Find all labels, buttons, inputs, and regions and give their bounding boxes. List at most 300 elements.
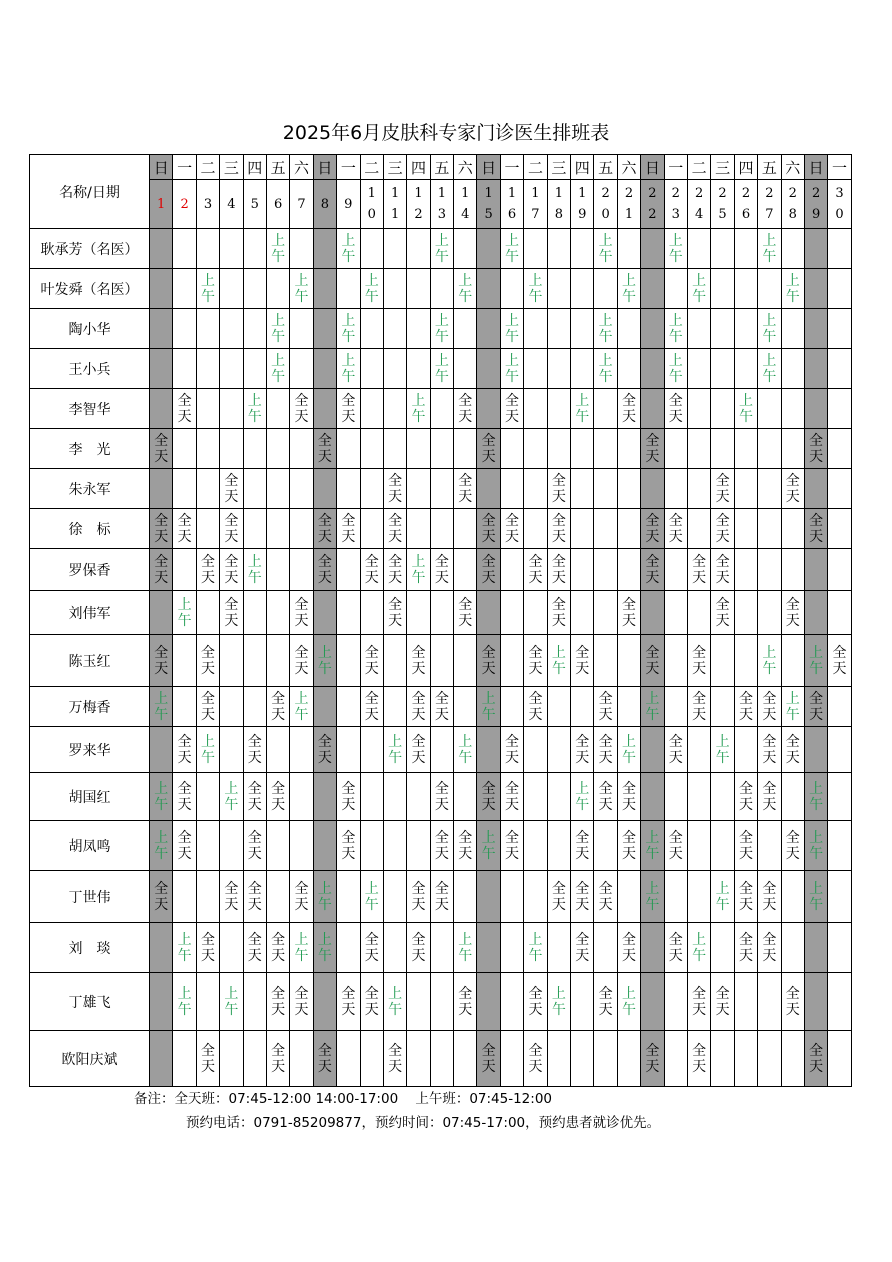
schedule-cell [430,349,453,389]
schedule-cell [173,309,196,349]
full-day-shift: 全 天 [294,644,309,677]
weekday-header: 日 [150,155,173,180]
schedule-cell [220,429,243,469]
full-day-shift: 全 天 [341,392,356,425]
doctor-name: 罗保香 [30,549,150,591]
full-day-shift: 全 天 [271,690,286,723]
schedule-cell [571,469,594,509]
full-day-shift: 全 天 [551,553,566,586]
schedule-cell [804,229,827,269]
schedule-cell [758,821,781,871]
morning-shift: 上 午 [645,829,660,862]
schedule-cell [571,727,594,773]
morning-shift: 上 午 [200,733,215,766]
schedule-cell [687,309,710,349]
full-day-shift: 全 天 [177,829,192,862]
schedule-cell [383,229,406,269]
schedule-cell [220,773,243,821]
schedule-cell [804,923,827,973]
full-day-shift: 全 天 [668,512,683,545]
schedule-cell [150,309,173,349]
schedule-cell [594,923,617,973]
schedule-cell [243,269,266,309]
schedule-cell [641,821,664,871]
full-day-shift: 全 天 [668,829,683,862]
morning-shift: 上 午 [458,272,473,305]
schedule-cell [711,349,734,389]
date-header: 8 [313,180,336,229]
schedule-cell [594,549,617,591]
schedule-cell [617,923,640,973]
schedule-cell [758,309,781,349]
full-day-shift: 全 天 [154,553,169,586]
full-day-shift: 全 天 [434,690,449,723]
full-day-shift: 全 天 [458,392,473,425]
schedule-cell [711,229,734,269]
schedule-cell [828,821,851,871]
schedule-cell [360,349,383,389]
schedule-cell [477,687,500,727]
morning-shift: 上 午 [434,352,449,385]
schedule-cell [266,269,289,309]
schedule-cell [571,389,594,429]
full-day-shift: 全 天 [785,985,800,1018]
schedule-cell [196,549,219,591]
schedule-cell [337,821,360,871]
weekday-header: 二 [524,155,547,180]
full-day-shift: 全 天 [762,690,777,723]
morning-shift: 上 午 [575,780,590,813]
schedule-cell [781,727,804,773]
morning-shift: 上 午 [294,931,309,964]
weekday-header: 五 [430,155,453,180]
schedule-cell [500,349,523,389]
schedule-cell [524,1031,547,1087]
schedule-cell [196,389,219,429]
full-day-shift: 全 天 [809,1042,824,1075]
schedule-cell [454,635,477,687]
morning-shift: 上 午 [200,272,215,305]
schedule-cell [571,269,594,309]
schedule-cell [734,549,757,591]
date-header: 23 [664,180,687,229]
morning-shift: 上 午 [762,312,777,345]
full-day-shift: 全 天 [224,553,239,586]
weekday-header: 二 [360,155,383,180]
schedule-cell [383,269,406,309]
schedule-cell [150,549,173,591]
morning-shift: 上 午 [388,985,403,1018]
schedule-cell [383,635,406,687]
schedule-cell [220,229,243,269]
schedule-cell [547,509,570,549]
schedule-cell [524,591,547,635]
full-day-shift: 全 天 [481,644,496,677]
schedule-cell [500,469,523,509]
schedule-cell [734,635,757,687]
schedule-cell [477,309,500,349]
schedule-cell [617,389,640,429]
schedule-cell [664,549,687,591]
full-day-shift: 全 天 [294,985,309,1018]
schedule-cell [477,591,500,635]
schedule-cell [617,1031,640,1087]
schedule-cell [266,1031,289,1087]
morning-shift: 上 午 [341,312,356,345]
full-day-shift: 全 天 [809,432,824,465]
schedule-cell [828,1031,851,1087]
schedule-cell [360,389,383,429]
schedule-cell [594,509,617,549]
schedule-cell [150,269,173,309]
schedule-cell [781,1031,804,1087]
schedule-cell [524,309,547,349]
schedule-cell [594,349,617,389]
schedule-cell [524,923,547,973]
schedule-cell [687,727,710,773]
schedule-cell [617,509,640,549]
schedule-cell [337,229,360,269]
schedule-cell [617,349,640,389]
full-day-shift: 全 天 [200,690,215,723]
morning-shift: 上 午 [154,690,169,723]
schedule-cell [758,727,781,773]
schedule-cell [804,727,827,773]
weekday-header: 一 [828,155,851,180]
schedule-cell [150,1031,173,1087]
full-day-shift: 全 天 [528,1042,543,1075]
schedule-cell [687,509,710,549]
schedule-cell [594,469,617,509]
schedule-cell [173,773,196,821]
schedule-cell [734,229,757,269]
schedule-cell [804,871,827,923]
schedule-cell [454,429,477,469]
schedule-cell [594,429,617,469]
weekday-header: 四 [571,155,594,180]
morning-shift: 上 午 [364,880,379,913]
schedule-cell [500,773,523,821]
full-day-shift: 全 天 [645,553,660,586]
doctor-name: 叶发舜（名医） [30,269,150,309]
schedule-cell [196,309,219,349]
morning-shift: 上 午 [692,272,707,305]
full-day-shift: 全 天 [317,1042,332,1075]
doctor-name: 欧阳庆斌 [30,1031,150,1087]
full-day-shift: 全 天 [645,1042,660,1075]
schedule-cell [524,821,547,871]
full-day-shift: 全 天 [692,644,707,677]
doctor-name: 丁雄飞 [30,973,150,1031]
schedule-cell [383,309,406,349]
weekday-header: 六 [781,155,804,180]
schedule-cell [337,509,360,549]
weekday-header: 一 [664,155,687,180]
schedule-cell [243,469,266,509]
schedule-cell [594,821,617,871]
schedule-cell [360,773,383,821]
morning-shift: 上 午 [294,272,309,305]
full-day-shift: 全 天 [434,880,449,913]
schedule-cell [524,773,547,821]
schedule-cell [781,469,804,509]
full-day-shift: 全 天 [551,512,566,545]
schedule-cell [220,635,243,687]
schedule-cell [617,821,640,871]
morning-shift: 上 午 [458,733,473,766]
full-day-shift: 全 天 [177,512,192,545]
schedule-cell [243,549,266,591]
schedule-cell [617,549,640,591]
full-day-shift: 全 天 [528,553,543,586]
schedule-cell [524,269,547,309]
schedule-cell [290,923,313,973]
schedule-cell [571,349,594,389]
weekday-header: 五 [758,155,781,180]
schedule-cell [360,429,383,469]
schedule-cell [196,973,219,1031]
full-day-shift: 全 天 [622,829,636,862]
schedule-cell [734,1031,757,1087]
full-day-shift: 全 天 [505,392,520,425]
schedule-cell [524,871,547,923]
weekday-header: 日 [313,155,336,180]
doctor-name: 徐 标 [30,509,150,549]
schedule-cell [500,727,523,773]
morning-shift: 上 午 [271,232,286,265]
schedule-cell [641,635,664,687]
morning-shift: 上 午 [481,690,496,723]
schedule-cell [594,229,617,269]
schedule-cell [547,389,570,429]
full-day-shift: 全 天 [364,553,379,586]
schedule-cell [454,973,477,1031]
schedule-cell [711,923,734,973]
schedule-cell [477,509,500,549]
schedule-cell [547,687,570,727]
schedule-cell [734,429,757,469]
schedule-cell [547,309,570,349]
schedule-cell [664,429,687,469]
morning-shift: 上 午 [317,880,332,913]
morning-shift: 上 午 [551,985,566,1018]
schedule-cell [313,635,336,687]
schedule-cell [641,229,664,269]
full-day-shift: 全 天 [809,690,824,723]
schedule-cell [664,269,687,309]
full-day-shift: 全 天 [505,512,520,545]
morning-shift: 上 午 [809,829,824,862]
schedule-cell [758,269,781,309]
full-day-shift: 全 天 [481,512,496,545]
schedule-cell [150,973,173,1031]
schedule-cell [617,973,640,1031]
date-header: 20 [594,180,617,229]
schedule-cell [407,509,430,549]
morning-shift: 上 午 [762,232,777,265]
schedule-cell [150,229,173,269]
full-day-shift: 全 天 [364,931,379,964]
schedule-cell [383,549,406,591]
schedule-cell [524,635,547,687]
morning-shift: 上 午 [528,931,543,964]
morning-shift: 上 午 [809,880,824,913]
schedule-cell [828,509,851,549]
date-header: 14 [454,180,477,229]
schedule-cell [220,821,243,871]
schedule-cell [804,389,827,429]
weekday-header: 一 [337,155,360,180]
schedule-cell [804,549,827,591]
schedule-cell [290,549,313,591]
schedule-cell [360,269,383,309]
schedule-cell [196,635,219,687]
weekday-header: 日 [804,155,827,180]
full-day-shift: 全 天 [785,829,800,862]
full-day-shift: 全 天 [481,553,496,586]
schedule-cell [454,269,477,309]
morning-shift: 上 午 [271,352,286,385]
schedule-cell [664,923,687,973]
schedule-cell [196,591,219,635]
schedule-cell [547,635,570,687]
full-day-shift: 全 天 [247,931,262,964]
schedule-cell [290,469,313,509]
schedule-cell [781,229,804,269]
morning-shift: 上 午 [622,985,636,1018]
date-header: 2 [173,180,196,229]
schedule-cell [641,389,664,429]
schedule-cell [758,509,781,549]
schedule-cell [664,509,687,549]
date-header: 19 [571,180,594,229]
schedule-cell [243,973,266,1031]
schedule-cell [758,773,781,821]
schedule-cell [617,229,640,269]
schedule-cell [337,469,360,509]
schedule-cell [196,871,219,923]
schedule-cell [173,591,196,635]
doctor-row [30,687,852,727]
date-header: 5 [243,180,266,229]
schedule-cell [150,389,173,429]
schedule-cell [477,871,500,923]
schedule-cell [266,635,289,687]
schedule-cell [711,871,734,923]
full-day-shift: 全 天 [317,432,332,465]
doctor-name: 刘伟军 [30,591,150,635]
schedule-cell [758,871,781,923]
schedule-cell [687,549,710,591]
schedule-cell [313,871,336,923]
schedule-cell [664,821,687,871]
schedule-cell [383,509,406,549]
schedule-cell [150,821,173,871]
full-day-shift: 全 天 [224,880,239,913]
schedule-cell [360,635,383,687]
schedule-cell [664,687,687,727]
schedule-cell [664,349,687,389]
weekday-header: 日 [641,155,664,180]
schedule-cell [290,973,313,1031]
schedule-cell [266,309,289,349]
schedule-cell [571,687,594,727]
schedule-cell [150,773,173,821]
schedule-cell [711,549,734,591]
full-day-shift: 全 天 [224,512,239,545]
full-day-shift: 全 天 [388,596,403,629]
doctor-row [30,469,852,509]
full-day-shift: 全 天 [528,985,543,1018]
schedule-cell [781,309,804,349]
schedule-cell [383,469,406,509]
full-day-shift: 全 天 [434,780,449,813]
schedule-cell [500,1031,523,1087]
date-header: 18 [547,180,570,229]
schedule-cell [430,635,453,687]
full-day-shift: 全 天 [388,1042,403,1075]
schedule-cell [711,429,734,469]
schedule-cell [781,269,804,309]
schedule-cell [266,773,289,821]
date-header: 10 [360,180,383,229]
full-day-shift: 全 天 [692,985,707,1018]
morning-shift: 上 午 [692,931,707,964]
full-day-shift: 全 天 [177,780,192,813]
schedule-cell [781,973,804,1031]
schedule-cell [407,309,430,349]
full-day-shift: 全 天 [154,432,169,465]
date-header: 28 [781,180,804,229]
schedule-cell [687,821,710,871]
full-day-shift: 全 天 [481,432,496,465]
schedule-table [29,154,852,1087]
schedule-cell [571,973,594,1031]
schedule-cell [383,973,406,1031]
schedule-cell [243,923,266,973]
schedule-cell [407,469,430,509]
schedule-cell [500,871,523,923]
full-day-shift: 全 天 [645,644,660,677]
morning-shift: 上 午 [364,272,379,305]
schedule-cell [290,727,313,773]
schedule-cell [734,591,757,635]
schedule-cell [454,821,477,871]
morning-shift: 上 午 [317,644,332,677]
full-day-shift: 全 天 [551,472,566,505]
schedule-cell [477,923,500,973]
schedule-cell [454,549,477,591]
schedule-cell [243,591,266,635]
schedule-cell [266,871,289,923]
schedule-cell [360,549,383,591]
shift-hours-note: 备注：全天班：07:45-12:00 14:00-17:00 上午班：07:45-12:00 [134,1091,552,1107]
schedule-cell [196,923,219,973]
schedule-cell [571,1031,594,1087]
schedule-cell [430,1031,453,1087]
schedule-cell [734,349,757,389]
schedule-cell [641,591,664,635]
schedule-cell [828,727,851,773]
schedule-cell [547,469,570,509]
schedule-cell [266,389,289,429]
schedule-cell [617,727,640,773]
full-day-shift: 全 天 [598,985,613,1018]
schedule-cell [571,871,594,923]
full-day-shift: 全 天 [809,512,824,545]
schedule-cell [430,509,453,549]
schedule-cell [687,687,710,727]
